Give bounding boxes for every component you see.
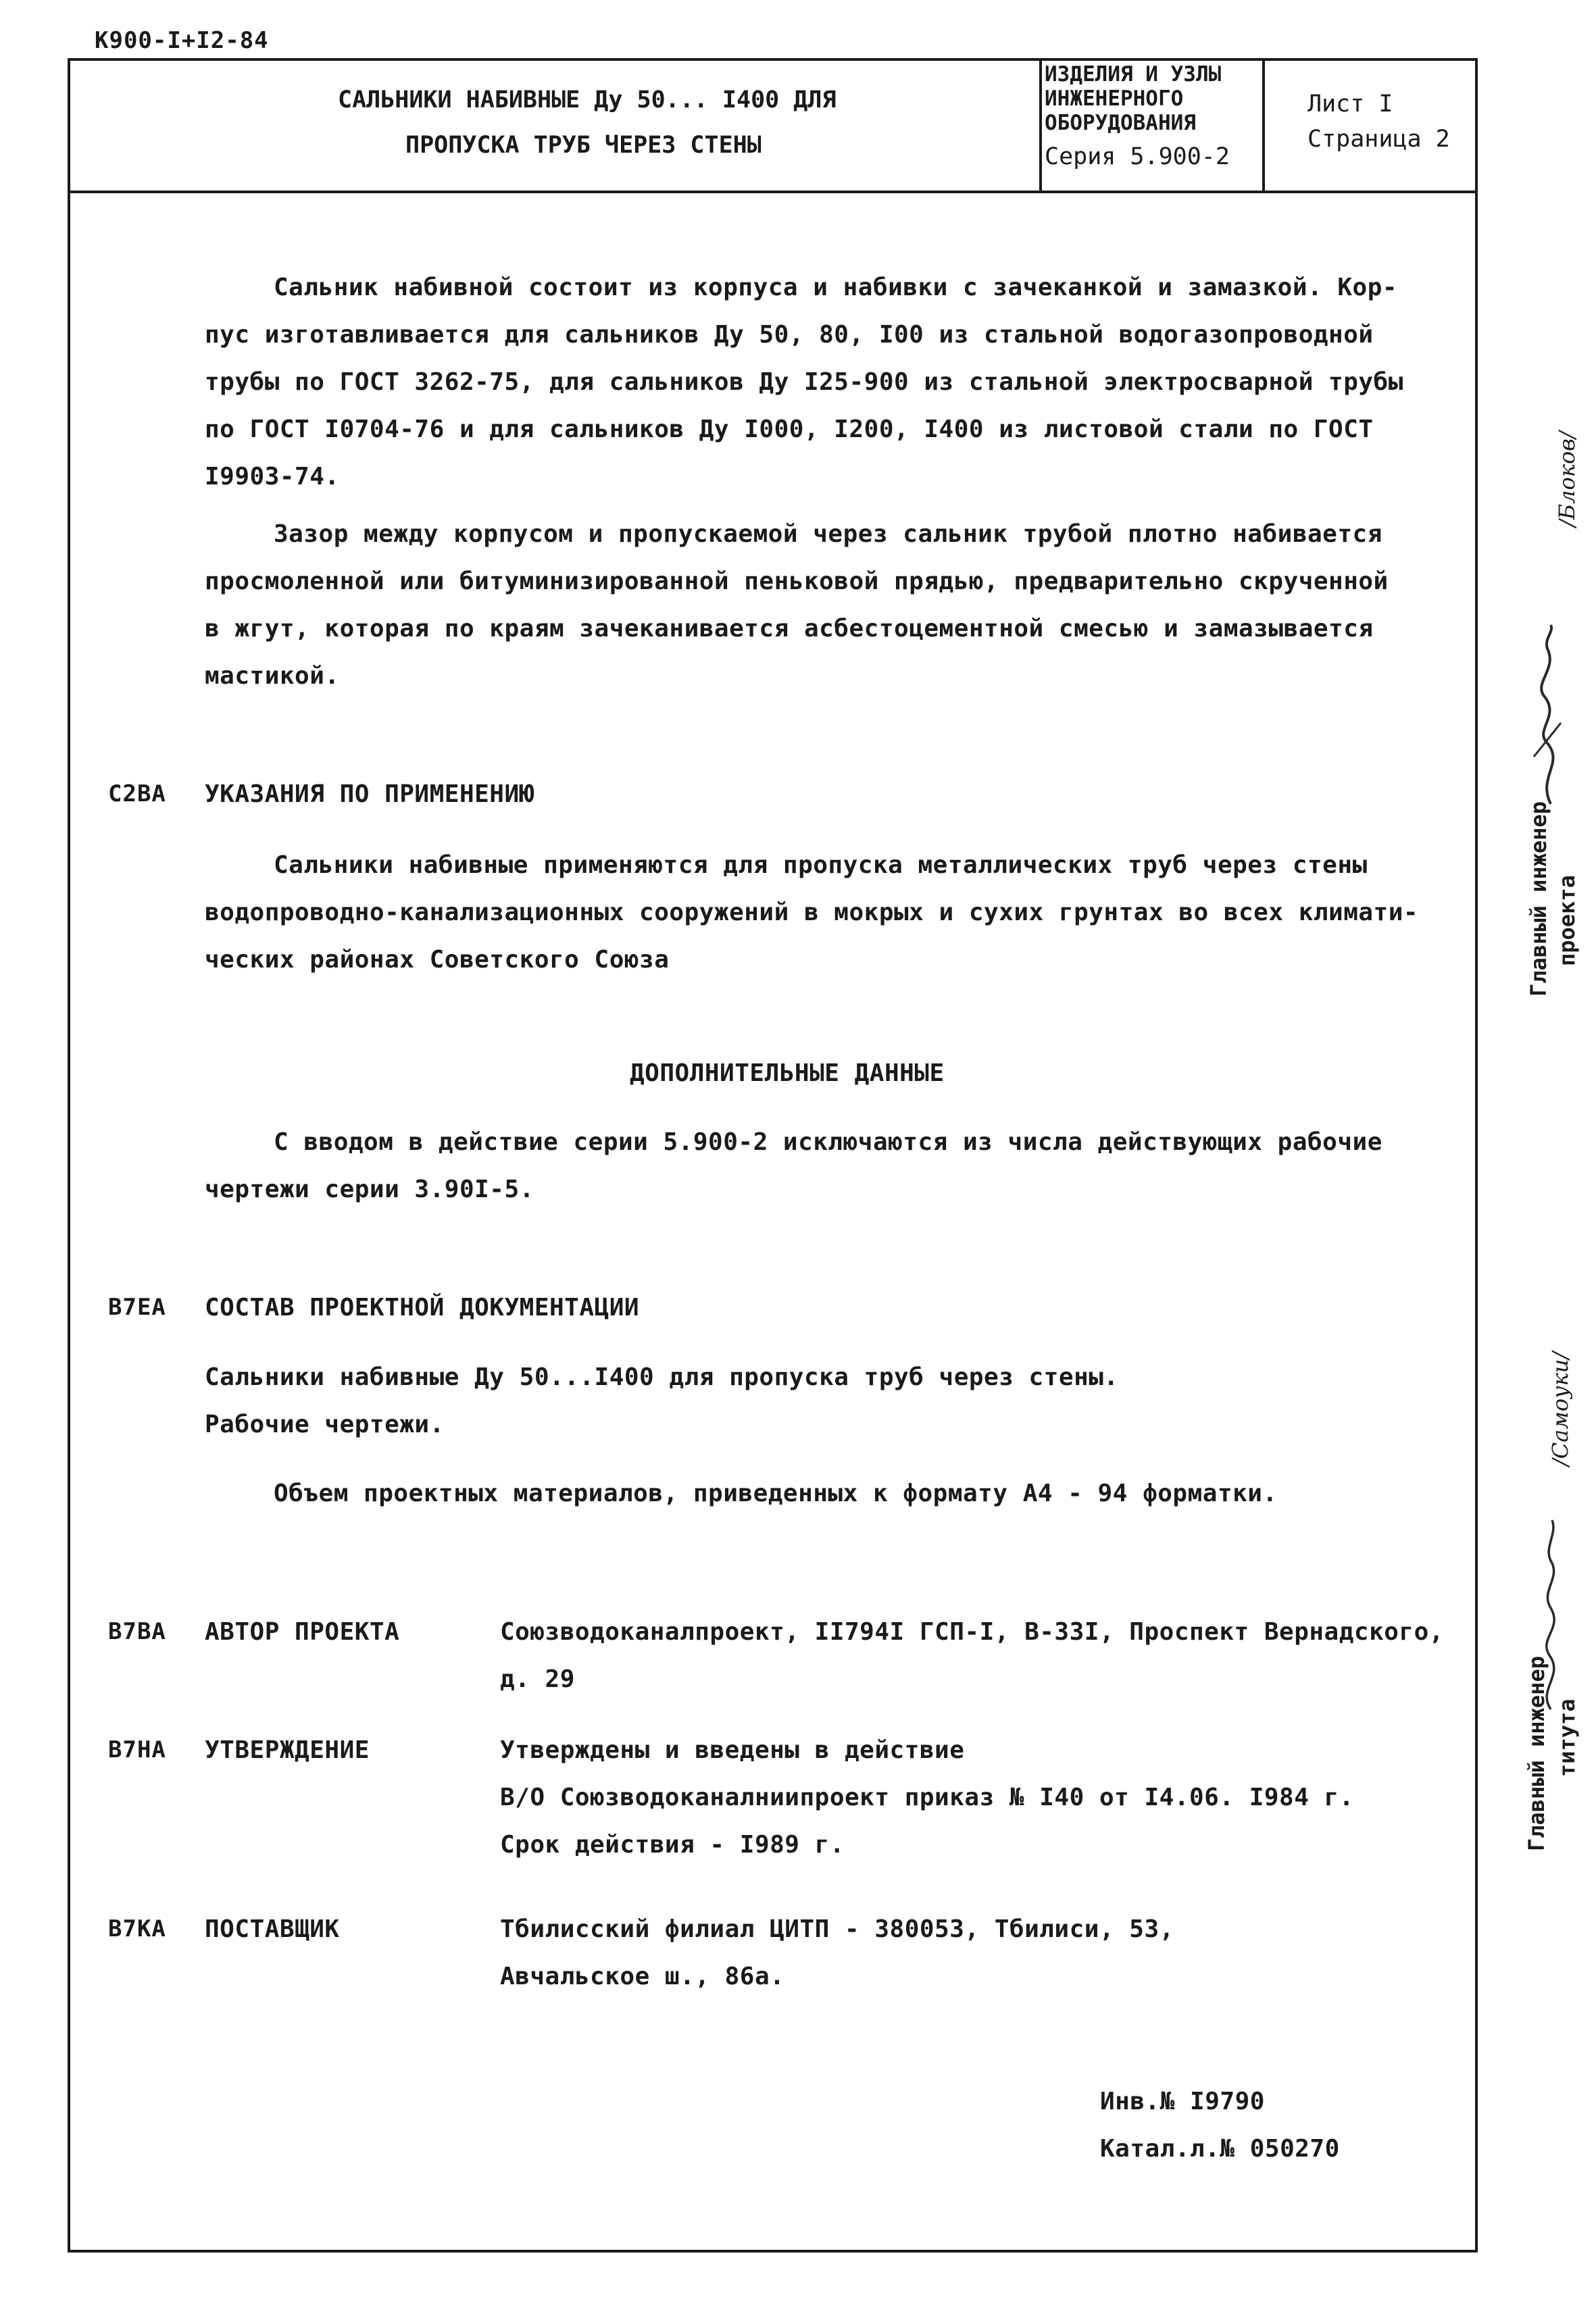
application-line-2: водопроводно-канализационных сооружений в мокрых и сухих грунтах во всех климати-	[205, 899, 1419, 926]
signature-2	[1530, 1513, 1571, 1716]
extra-line-2: чертежи серии 3.90I-5.	[205, 1176, 534, 1203]
margin-role-2-line-2: титута	[1554, 1699, 1580, 1777]
signature-1	[1524, 622, 1571, 811]
application-line-1: Сальники набивные применяются для пропуска металлических труб через стены	[274, 851, 1368, 879]
header-vline-1	[1039, 58, 1042, 192]
para2-line-3: в жгут, которая по краям зачеканивается асбестоцементной смесью и замазывается	[205, 615, 1374, 643]
section-title-approval: УТВЕРЖДЕНИЕ	[205, 1736, 370, 1764]
para2-line-1: Зазор между корпусом и пропускаемой через сальник трубой плотно набивается	[274, 520, 1382, 548]
approval-line-2: В/О Союзводоканалниипроект приказ № I40 от I4.06. I984 г.	[500, 1784, 1354, 1811]
approval-line-3: Срок действия - I989 г.	[500, 1831, 845, 1859]
para1-line-1: Сальник набивной состоит из корпуса и набивки с зачеканкой и замазкой. Кор-	[274, 274, 1398, 301]
inventory-number: Инв.№ I9790	[1100, 2088, 1265, 2115]
category-line-3: ОБОРУДОВАНИЯ	[1045, 111, 1196, 135]
section-title-documentation: СОСТАВ ПРОЕКТНОЙ ДОКУМЕНТАЦИИ	[205, 1294, 640, 1322]
category-line-2: ИНЖЕНЕРНОГО	[1045, 86, 1184, 111]
margin-name-1: /Блоков/	[1554, 431, 1580, 527]
section-code-documentation: В7ЕА	[108, 1294, 166, 1321]
sheet-label: Лист I	[1307, 91, 1393, 118]
series-label: Серия 5.900-2	[1045, 143, 1230, 170]
para1-line-4: по ГОСТ I0704-76 и для сальников Ду I000, I200, I400 из листовой стали по ГОСТ	[205, 416, 1374, 443]
section-title-author: АВТОР ПРОЕКТА	[205, 1618, 400, 1646]
title-line-2: ПРОПУСКА ТРУБ ЧЕРЕЗ СТЕНЫ	[405, 132, 762, 159]
documentation-line-1: Сальники набивные Ду 50...I400 для пропуска труб через стены.	[205, 1363, 1119, 1391]
extra-data-title: ДОПОЛНИТЕЛЬНЫЕ ДАННЫЕ	[630, 1059, 945, 1087]
application-line-3: ческих районах Советского Союза	[205, 946, 670, 974]
para2-line-2: просмоленной или битуминизированной пеньковой прядью, предварительно скрученной	[205, 568, 1389, 595]
section-code-approval: В7НА	[108, 1736, 166, 1763]
section-code-application: С2ВА	[108, 780, 166, 807]
para1-line-3: трубы по ГОСТ 3262-75, для сальников Ду I25-900 из стальной электросварной трубы	[205, 368, 1403, 396]
section-code-author: В7ВА	[108, 1618, 166, 1645]
section-title-supplier: ПОСТАВЩИК	[205, 1915, 340, 1943]
section-code-supplier: В7КА	[108, 1915, 166, 1942]
para1-line-5: I9903-74.	[205, 463, 340, 491]
catalog-number: Катал.л.№ 050270	[1100, 2135, 1340, 2163]
documentation-line-2: Рабочие чертежи.	[205, 1411, 445, 1438]
header-divider	[68, 191, 1478, 193]
approval-line-1: Утверждены и введены в действие	[500, 1736, 965, 1764]
title-line-1: САЛЬНИКИ НАБИВНЫЕ Ду 50... I400 ДЛЯ	[338, 86, 837, 114]
page-label: Страница 2	[1307, 126, 1450, 153]
extra-line-1: С вводом в действие серии 5.900-2 исключаются из числа действующих рабочие	[274, 1128, 1382, 1156]
documentation-volume: Объем проектных материалов, приведенных к формату А4 - 94 форматки.	[274, 1480, 1278, 1507]
supplier-line-1: Тбилисский филиал ЦИТП - 380053, Тбилиси, 53,	[500, 1915, 1174, 1943]
section-title-application: УКАЗАНИЯ ПО ПРИМЕНЕНИЮ	[205, 780, 534, 808]
margin-role-2-line-1: Главный инженер	[1524, 1656, 1549, 1851]
author-line-2: д. 29	[500, 1665, 575, 1693]
supplier-line-2: Авчальское ш., 86а.	[500, 1963, 785, 1990]
document-code: К900-I+I2-84	[95, 27, 269, 54]
header-vline-2	[1262, 58, 1265, 192]
author-line-1: Союзводоканалпроект, II794I ГСП-I, В-33I, Проспект Вернадского,	[500, 1618, 1444, 1646]
para1-line-2: пус изготавливается для сальников Ду 50, 80, I00 из стальной водогазопроводной	[205, 321, 1374, 349]
margin-role-1-line-1: Главный инженер	[1526, 801, 1551, 997]
category-line-1: ИЗДЕЛИЯ И УЗЛЫ	[1045, 62, 1222, 86]
para2-line-4: мастикой.	[205, 662, 340, 690]
margin-name-2: /Самоуки/	[1547, 1351, 1573, 1466]
margin-role-1-line-2: проекта	[1554, 875, 1580, 966]
